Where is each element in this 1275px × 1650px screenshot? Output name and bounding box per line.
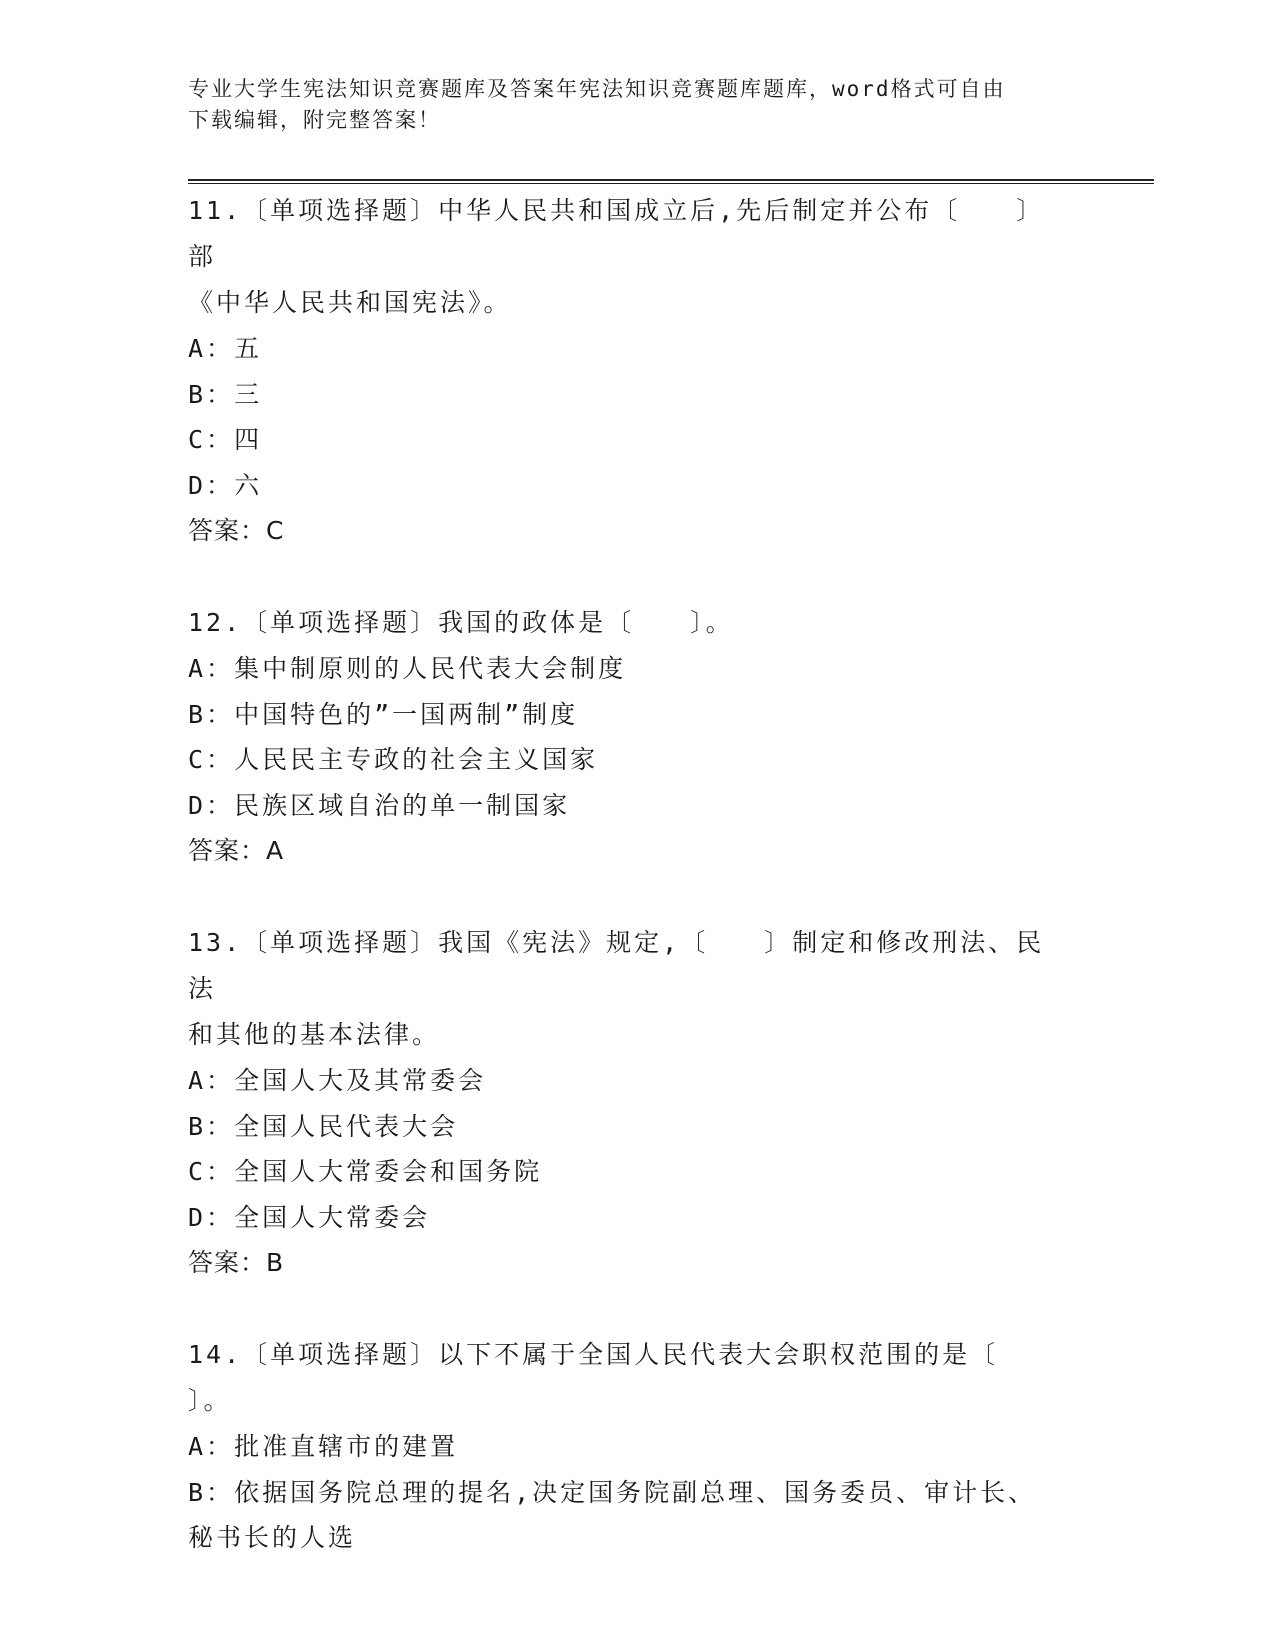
option-b	[188, 1104, 1068, 1150]
question-14	[188, 1332, 1068, 1561]
option-text: 集中制原则的人民代表大会制度	[234, 654, 627, 683]
option-label: A：	[188, 334, 235, 363]
option-label: D：	[188, 1202, 235, 1232]
question-list	[188, 188, 1068, 1607]
option-text: 三	[234, 379, 263, 409]
option-a	[188, 1058, 1068, 1104]
option-label: A：	[188, 654, 235, 683]
question-12	[188, 600, 1068, 874]
option-label: C：	[188, 745, 235, 774]
option-text: 中国特色的”一国两制”制度	[234, 699, 579, 729]
question-stem: 11.〔单项选择题〕中华人民共和国成立后,先后制定并公布〔 〕部	[188, 196, 1045, 271]
header-line-2: 下载编辑，附完整答案！	[188, 108, 441, 132]
option-c	[188, 417, 1068, 463]
answer-line: 答案：B	[188, 1248, 285, 1277]
option-b-continued	[188, 1515, 1068, 1561]
header-rule-thick	[188, 179, 1154, 181]
question-stem: 12.〔单项选择题〕我国的政体是〔 〕。	[188, 608, 734, 637]
option-b	[188, 1470, 1068, 1516]
question-13	[188, 920, 1068, 1286]
question-stem: 13.〔单项选择题〕我国《宪法》规定,〔 〕制定和修改刑法、民法	[188, 928, 1045, 1003]
answer-line: 答案：C	[188, 516, 285, 545]
option-a	[188, 646, 1068, 692]
answer-line: 答案：A	[188, 836, 285, 865]
option-label: B：	[188, 1477, 235, 1507]
document-header	[188, 74, 1068, 136]
option-text: 五	[234, 334, 263, 363]
option-text: 批准直辖市的建置	[234, 1432, 459, 1461]
option-text: 全国人大常委会和国务院	[234, 1157, 543, 1186]
option-d	[188, 1195, 1068, 1241]
option-label: A：	[188, 1066, 235, 1095]
option-label: B：	[188, 379, 235, 409]
option-text: 依据国务院总理的提名,决定国务院副总理、国务委员、审计长、	[234, 1477, 1037, 1507]
option-a	[188, 326, 1068, 372]
option-text: 全国人民代表大会	[234, 1111, 459, 1141]
question-stem: 〕。	[188, 1386, 232, 1415]
option-label: D：	[188, 790, 235, 820]
option-b	[188, 372, 1068, 418]
option-c	[188, 1149, 1068, 1195]
option-b	[188, 692, 1068, 738]
option-label: A：	[188, 1432, 235, 1461]
option-label: D：	[188, 470, 235, 500]
header-rule-thin	[188, 183, 1154, 184]
question-stem: 和其他的基本法律。	[188, 1020, 441, 1049]
option-text: 全国人大及其常委会	[234, 1066, 487, 1095]
option-d	[188, 463, 1068, 509]
option-a	[188, 1424, 1068, 1470]
option-text: 四	[234, 425, 263, 454]
option-text: 民族区域自治的单一制国家	[234, 790, 571, 820]
question-stem: 14.〔单项选择题〕以下不属于全国人民代表大会职权范围的是〔	[188, 1340, 999, 1369]
option-text: 全国人大常委会	[234, 1202, 431, 1232]
option-label: C：	[188, 425, 235, 454]
header-line-1: 专业大学生宪法知识竞赛题库及答案年宪法知识竞赛题库题库，word格式可自由	[188, 77, 1006, 101]
option-label: B：	[188, 1111, 235, 1141]
option-d	[188, 783, 1068, 829]
option-label: B：	[188, 699, 235, 729]
option-label: C：	[188, 1157, 235, 1186]
option-text: 秘书长的人选	[188, 1523, 357, 1552]
question-11	[188, 188, 1068, 554]
option-text: 人民民主专政的社会主义国家	[234, 745, 599, 774]
option-c	[188, 737, 1068, 783]
question-stem: 《中华人民共和国宪法》。	[188, 288, 512, 317]
option-text: 六	[234, 470, 263, 500]
